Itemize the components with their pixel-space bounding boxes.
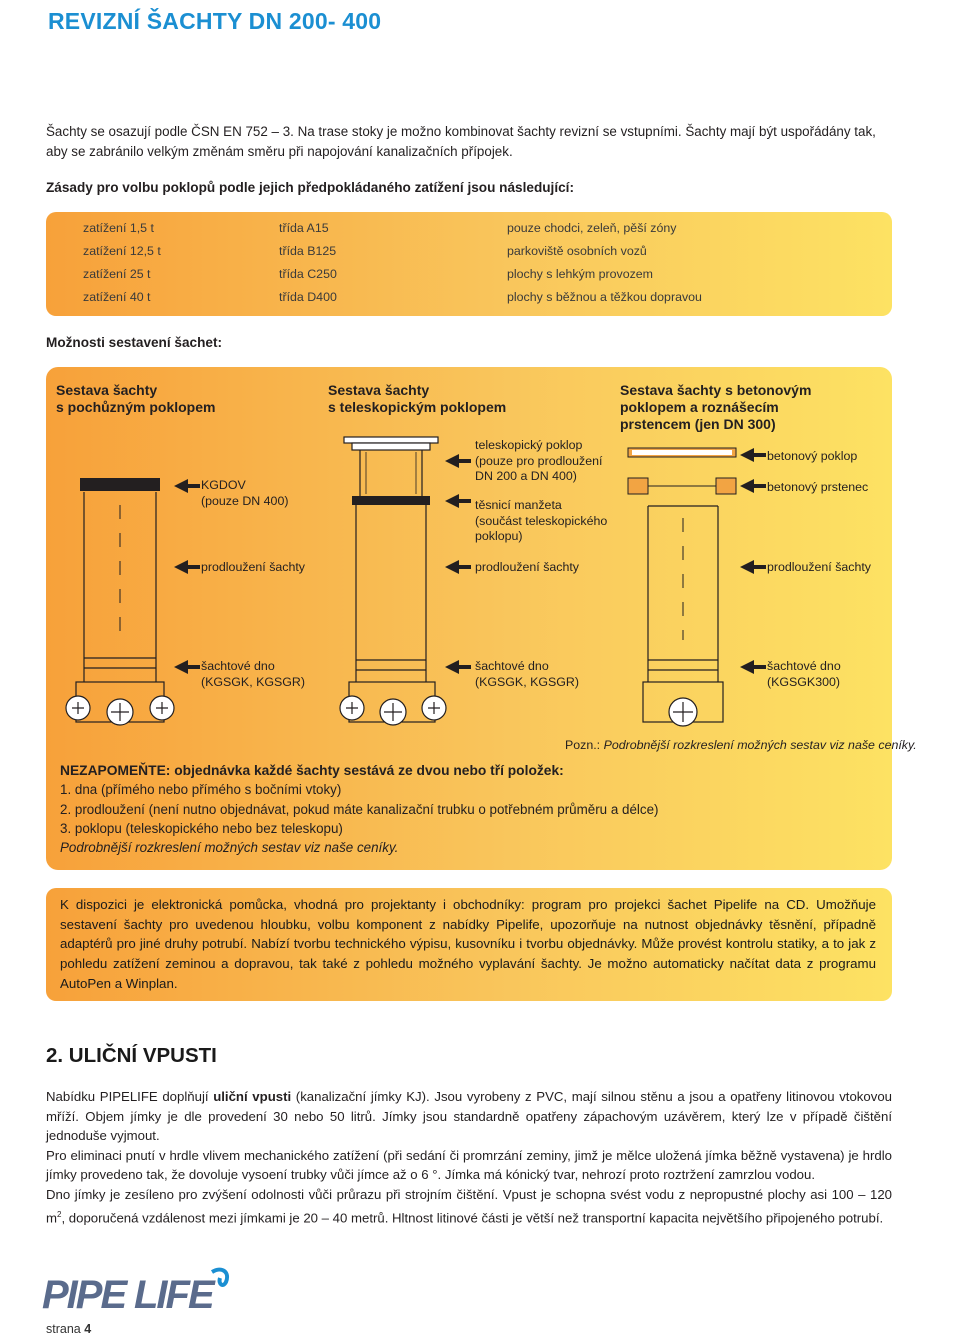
extension-label-2: prodloužení šachty	[475, 560, 580, 574]
seal-label: těsnicí manžeta (součást teleskopického poklopu)	[475, 498, 608, 543]
intro-paragraph: Šachty se osazují podle ČSN EN 752 – 3. Na trase stoky je možno kombinovat šachty revizní se vstupními. Šachty mají být uspořádány tak, aby se zabránilo velkým změnám směru při napojování kanalizačních přípojek.	[46, 124, 876, 159]
arrow-icon	[445, 454, 471, 468]
page-title: REVIZNÍ ŠACHTY DN 200- 400	[48, 8, 382, 34]
remark: Pozn.: Podrobnější rozkreslení možných sestav viz naše ceníky.	[565, 738, 917, 752]
extension-label-1: prodloužení šachty	[201, 560, 306, 574]
logo-text-life: LIFE	[134, 1273, 213, 1316]
concrete-ring	[628, 478, 648, 494]
concrete-ring-label: betonový prstenec	[767, 480, 869, 494]
base-label-1: šachtové dno (KGSGK, KGSGR)	[201, 659, 305, 689]
arrow-icon	[445, 494, 471, 508]
section-2-paragraph: Pro eliminaci pnutí v hrdle vlivem mechanického zatížení (při sedání či promrzání zeminy, jimž je mělce uložená jímka běžně vystavena) je hrdlo jímky provedeno tak, že dovoluje vysoení trubky vůči jímce až o 6 °. Jímka má kónický tvar, nehrozí proto roztržení zamrzlou vodou.	[46, 1147, 892, 1183]
options-heading: Možnosti sestavení šachet:	[46, 335, 223, 350]
pipelife-logo-graphic	[42, 1266, 232, 1316]
extension-label-3: prodloužení šachty	[767, 560, 872, 574]
load-class: třída A15	[279, 221, 329, 235]
order-note-heading: NEZAPOMEŇTE: objednávka každé šachty sestává ze dvou nebo tří položek:	[60, 763, 564, 778]
assembly-3-title: Sestava šachty s betonovým poklopem a roznášecím prstencem (jen DN 300)	[620, 382, 812, 432]
telescopic-cover-label: teleskopický poklop (pouze pro prodloužení DN 200 a DN 400)	[475, 438, 603, 483]
pipelife-logo	[42, 1266, 232, 1316]
base-label-2: šachtové dno (KGSGK, KGSGR)	[475, 659, 579, 689]
concrete-ring	[716, 478, 736, 494]
load-use: parkoviště osobních vozů	[507, 244, 647, 258]
telescopic-cover	[344, 437, 438, 443]
load-use: plochy s lehkým provozem	[507, 267, 653, 281]
assembly-2-drawing	[340, 437, 471, 725]
kgdov-label: KGDOV (pouze DN 400)	[201, 478, 289, 508]
order-note-item: 3. poklopu (teleskopického nebo bez teleskopu)	[60, 821, 343, 836]
page-number: strana 4	[46, 1322, 92, 1336]
section-2-paragraph: Dno jímky je zesíleno pro zvýšení odolnosti vůči průrazu při strojním čištění. Vpust je schopna svést vodu z nepropustné plochy asi 100 – 120 $m^2$, doporučená vzdálenost mezi jímkami je 20 – 40 metrů. Hltnost litinové části je větší než transportní kapacita největšího připojeného potrubí.	[46, 1186, 892, 1225]
arrow-icon	[445, 660, 471, 674]
arrow-icon	[174, 560, 200, 574]
arrow-icon	[445, 560, 471, 574]
order-note-footnote: Podrobnější rozkreslení možných sestav viz naše ceníky.	[60, 840, 399, 855]
arrow-icon	[740, 448, 766, 462]
load-value: zatížení 25 t	[83, 267, 151, 281]
load-value: zatížení 40 t	[83, 290, 151, 304]
arrow-icon	[740, 479, 766, 493]
section-2-heading: 2. ULIČNÍ VPUSTI	[46, 1044, 217, 1067]
section-2-paragraph: Nabídku PIPELIFE doplňují uliční vpusti (kanalizační jímky KJ). Jsou vyrobeny z PVC, mají silnou stěnu a jsou a opatřeny litinovou vtokovou mříží. Objem jímky je dle provedení 30 nebo 50 litrů. Jímky jsou standardně opatřeny zápachovým uzávěrem, který lze v případě čištění jednoduše vyjmout.	[46, 1089, 892, 1144]
arrow-icon	[740, 560, 766, 574]
assembly-1-title: Sestava šachty s pochůzným poklopem	[56, 382, 216, 415]
load-class: třída B125	[279, 244, 337, 258]
load-use: plochy s běžnou a těžkou dopravou	[507, 290, 702, 304]
logo-swoosh-icon	[212, 1270, 227, 1285]
order-note-item: 1. dna (přímého nebo přímého s bočními vtoky)	[60, 782, 342, 797]
assembly-1-drawing	[66, 478, 200, 725]
kgdov-cover	[80, 478, 160, 491]
arrow-icon	[740, 660, 766, 674]
software-info-box	[46, 888, 892, 1001]
base-label-3: šachtové dno (KGSGK300)	[767, 659, 841, 689]
concrete-cover-label: betonový poklop	[767, 449, 858, 463]
load-value: zatížení 12,5 t	[83, 244, 161, 258]
section-2-body	[46, 1087, 892, 1228]
order-note-item: 2. prodloužení (není nutno objednávat, pokud máte kanalizační trubku o potřebném průměru a délce)	[60, 802, 659, 817]
assembly-3-drawing	[628, 448, 766, 726]
assembly-2-title: Sestava šachty s teleskopickým poklopem	[328, 382, 507, 415]
software-info-text: K dispozici je elektronická pomůcka, vhodná pro projektanty i obchodníky: program pro projekci šachet Pipelife na CD. Umožňuje sestavení šachty pro uvedenou hloubku, volbu komponent z nabídky Pipelife, upozorňuje na nutnost objednávky těsnění, případně adaptérů pro jiné druhy potrubí. Nabízí tvorbu technického výpisu, kusovníku i tvorbu objednávky. Může provést kontrolu statiky, a to jak z pohledu zatížení zeminou a dopravou, tak také z pohledu možného vyplavání šachty. Je možno automaticky načítat data z programu AutoPen a Winplan.	[60, 897, 876, 991]
arrow-icon	[174, 660, 200, 674]
load-class: třída D400	[279, 290, 337, 304]
arrow-icon	[174, 479, 200, 493]
load-value: zatížení 1,5 t	[83, 221, 154, 235]
load-class: třída C250	[279, 267, 337, 281]
load-use: pouze chodci, zeleň, pěší zóny	[507, 221, 677, 235]
logo-text-pipe: PIPE	[42, 1273, 126, 1316]
sealing-collar	[352, 496, 430, 505]
loads-heading: Zásady pro volbu poklopů podle jejich předpokládaného zatížení jsou následující:	[46, 180, 574, 195]
